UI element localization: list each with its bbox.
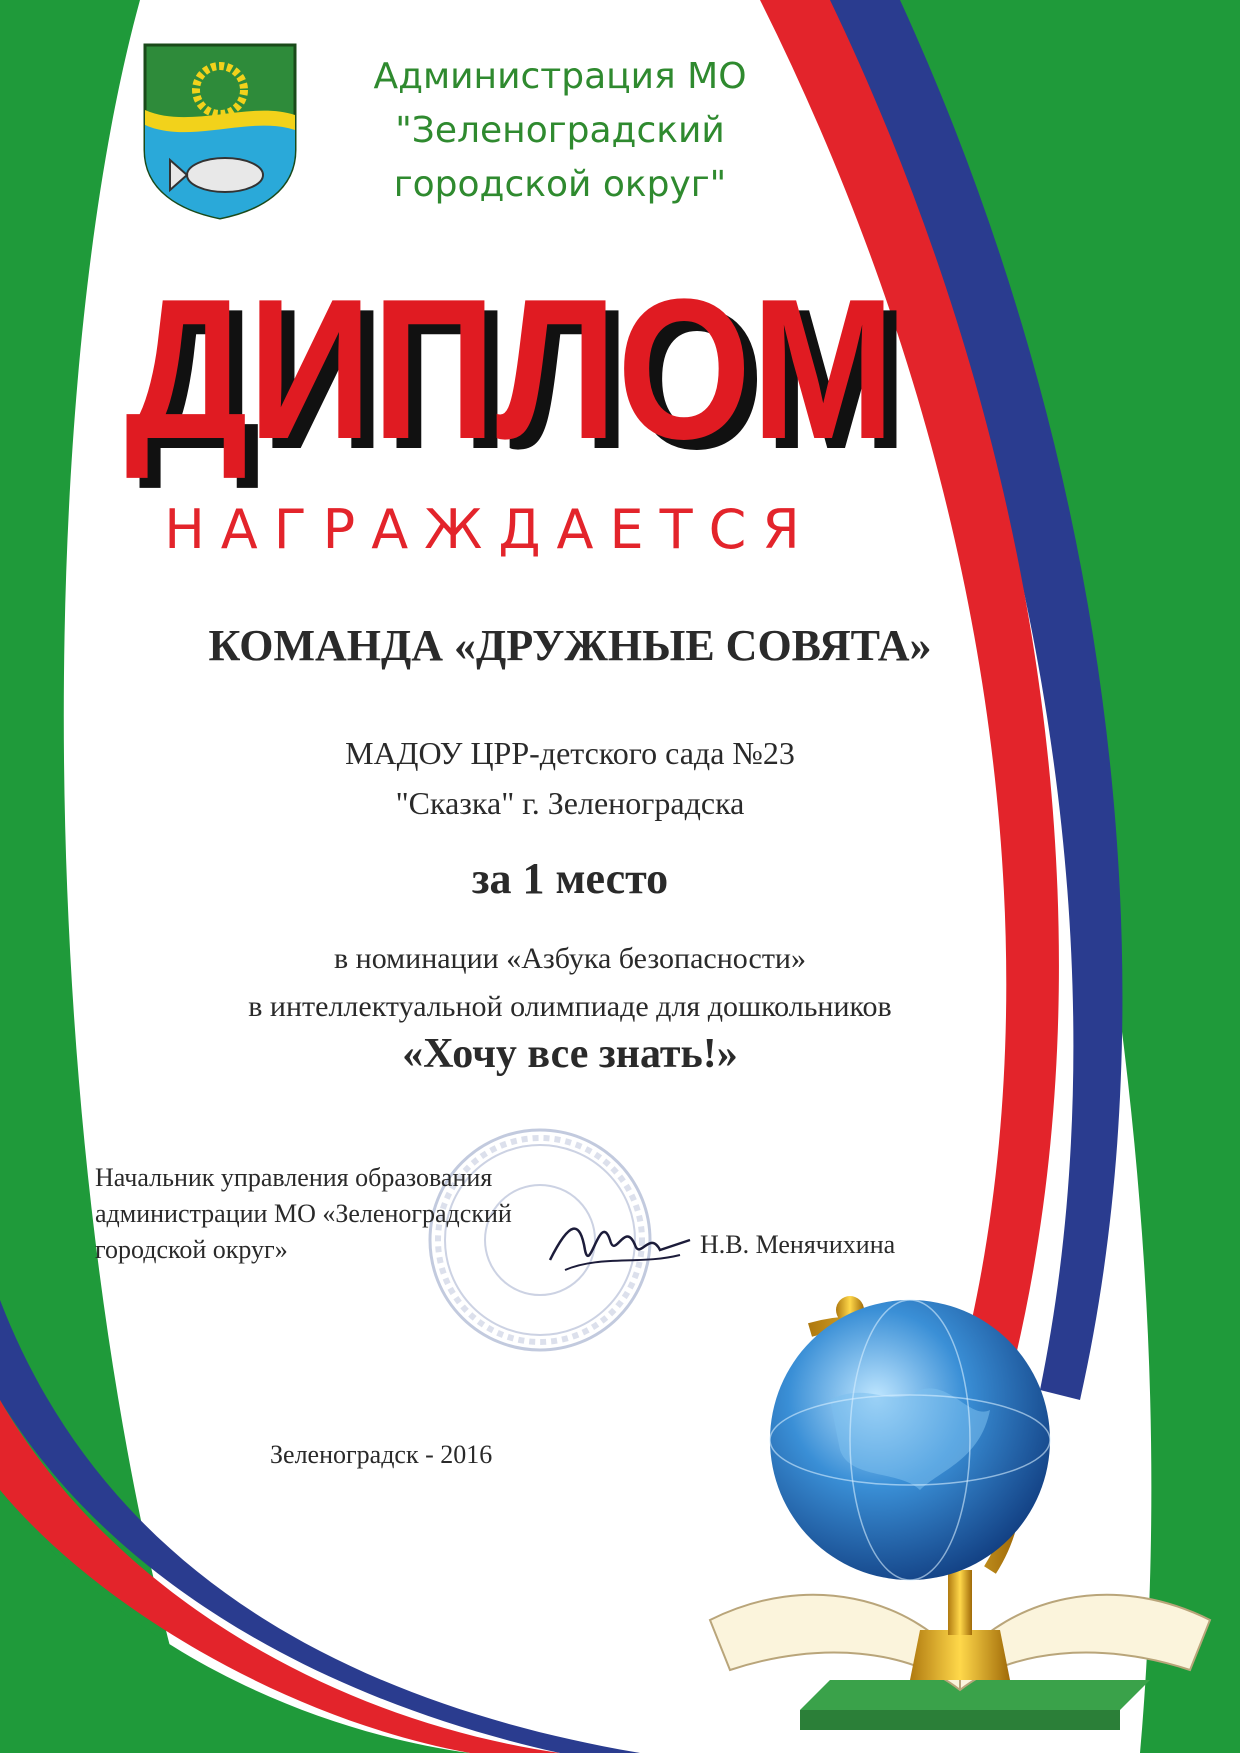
org-line-1: Администрация МО — [373, 56, 747, 97]
institution-line-1: МАДОУ ЦРР-детского сада №23 — [345, 735, 795, 771]
award-place: за 1 место — [471, 854, 669, 903]
place-and-year: Зеленоградск - 2016 — [270, 1440, 493, 1469]
institution — [100, 728, 1040, 828]
position-line-1: Начальник управления образования — [95, 1163, 493, 1192]
signatory-position — [95, 1160, 615, 1268]
nomination-line-2: в интеллектуальной олимпиаде для дошкольников — [248, 990, 892, 1023]
olympiad-name: «Хочу все знать!» — [402, 1031, 738, 1077]
organization-header — [300, 50, 820, 212]
diploma-title-text: ДИПЛОМ — [125, 258, 895, 481]
team-name: КОМАНДА «ДРУЖНЫЕ СОВЯТА» — [208, 621, 932, 670]
org-line-2: "Зеленоградский — [395, 110, 725, 151]
signature-icon — [540, 1200, 700, 1290]
awarded-heading: НАГРАЖДАЕТСЯ — [164, 498, 816, 561]
org-line-3: городской округ" — [393, 164, 727, 205]
diploma-title — [95, 258, 925, 488]
position-line-3: городской округ» — [95, 1235, 288, 1264]
position-line-2: администрации МО «Зеленоградский — [95, 1199, 512, 1228]
globe-on-book-icon — [690, 1240, 1220, 1740]
coat-of-arms-icon — [140, 40, 300, 220]
nomination-line-1: в номинации «Азбука безопасности» — [334, 942, 806, 975]
institution-line-2: "Сказка" г. Зеленоградска — [395, 785, 745, 821]
nomination — [60, 935, 1080, 1031]
signatory-name: Н.В. Менячихина — [700, 1230, 896, 1259]
diploma-title-shadow: ДИПЛОМ — [138, 268, 908, 488]
